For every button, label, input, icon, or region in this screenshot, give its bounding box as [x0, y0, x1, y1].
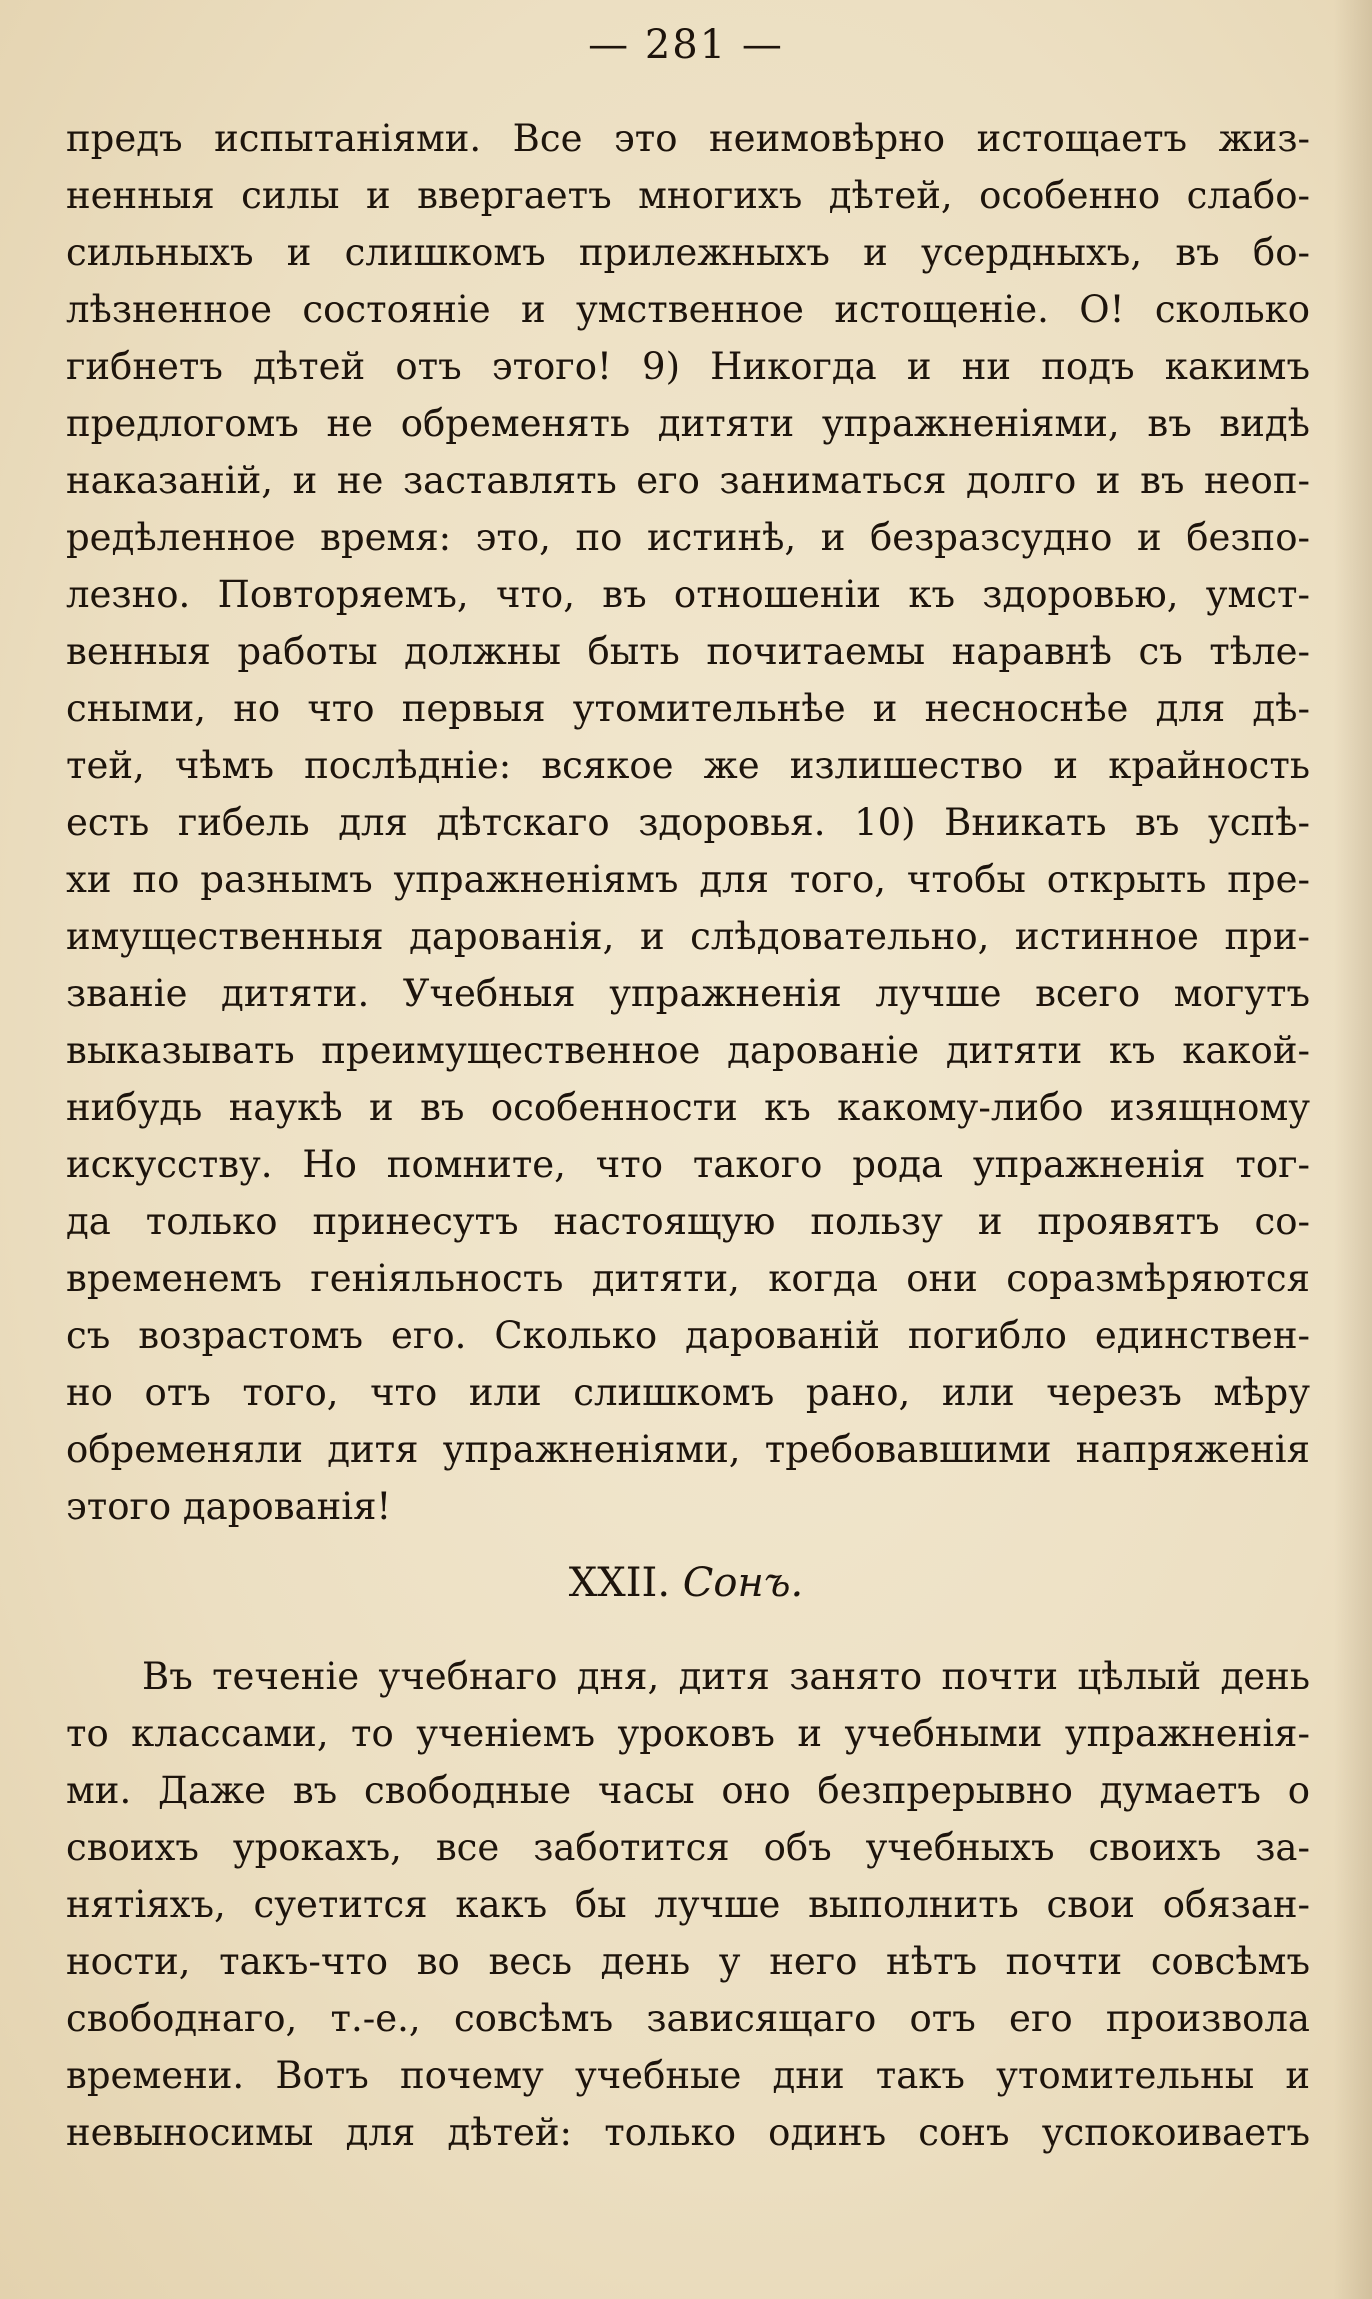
text-line: свободнаго, т.-е., совсѣмъ зависящаго отъ его произвола	[66, 1997, 1310, 2040]
page-edge-shadow	[1334, 0, 1372, 2299]
text-line: хи по разнымъ упражненіямъ для того, чтобы открыть пре-	[66, 858, 1310, 901]
text-line: но отъ того, что или слишкомъ рано, или черезъ мѣру	[66, 1371, 1310, 1414]
text-line: предъ испытаніями. Все это неимовѣрно истощаетъ жиз-	[66, 117, 1310, 160]
text-line: имущественныя дарованія, и слѣдовательно, истинное при-	[66, 915, 1310, 958]
text-line: гибнетъ дѣтей отъ этого! 9) Никогда и ни подъ какимъ	[66, 345, 1310, 388]
text-line: нибудь наукѣ и въ особенности къ какому-либо изящному	[66, 1086, 1310, 1129]
paragraph-1	[66, 110, 1310, 1535]
text-line: венныя работы должны быть почитаемы наравнѣ съ тѣле-	[66, 630, 1310, 673]
text-line: временемъ геніяльность дитяти, когда они соразмѣряются	[66, 1257, 1310, 1300]
text-line: Въ теченіе учебнаго дня, дитя занято почти цѣлый день	[142, 1655, 1310, 1698]
text-line: съ возрастомъ его. Сколько дарованій погибло единствен-	[66, 1314, 1310, 1357]
text-line: званіе дитяти. Учебныя упражненія лучше всего могутъ	[66, 972, 1310, 1015]
section-number: XXII.	[568, 1560, 671, 1606]
section-heading	[0, 1560, 1372, 1606]
text-line: лѣзненное состояніе и умственное истощеніе. О! сколько	[66, 288, 1310, 331]
text-line: ненныя силы и ввергаетъ многихъ дѣтей, особенно слабо-	[66, 174, 1310, 217]
section-title: Сонъ.	[682, 1560, 804, 1606]
text-line: выказывать преимущественное дарованіе дитяти къ какой-	[66, 1029, 1310, 1072]
text-line: нятіяхъ, суетится какъ бы лучше выполнить свои обязан-	[66, 1883, 1310, 1926]
text-line: сильныхъ и слишкомъ прилежныхъ и усердныхъ, въ бо-	[66, 231, 1310, 274]
text-line: времени. Вотъ почему учебные дни такъ утомительны и	[66, 2054, 1310, 2097]
text-line: да только принесутъ настоящую пользу и проявятъ со-	[66, 1200, 1310, 1243]
text-line: невыносимы для дѣтей: только одинъ сонъ успокоиваетъ	[66, 2111, 1310, 2154]
text-line: ми. Даже въ свободные часы оно безпрерывно думаетъ о	[66, 1769, 1310, 1812]
text-line: этого дарованія!	[66, 1485, 392, 1528]
text-line: тей, чѣмъ послѣдніе: всякое же излишество и крайность	[66, 744, 1310, 787]
text-line: своихъ урокахъ, все заботится объ учебныхъ своихъ за-	[66, 1826, 1310, 1869]
text-line: предлогомъ не обременять дитяти упражненіями, въ видѣ	[66, 402, 1310, 445]
text-line: то классами, то ученіемъ уроковъ и учебными упражненія-	[66, 1712, 1310, 1755]
paragraph-2	[66, 1648, 1310, 2161]
text-line: есть гибель для дѣтскаго здоровья. 10) Вникать въ успѣ-	[66, 801, 1310, 844]
text-line: ности, такъ-что во весь день у него нѣтъ почти совсѣмъ	[66, 1940, 1310, 1983]
text-line: сными, но что первыя утомительнѣе и несноснѣе для дѣ-	[66, 687, 1310, 730]
page-number: — 281 —	[588, 22, 784, 68]
text-line: лезно. Повторяемъ, что, въ отношеніи къ здоровью, умст-	[66, 573, 1310, 616]
text-line: редѣленное время: это, по истинѣ, и безразсудно и безпо-	[66, 516, 1310, 559]
text-line: искусству. Но помните, что такого рода упражненія тог-	[66, 1143, 1310, 1186]
text-line: наказаній, и не заставлять его заниматься долго и въ неоп-	[66, 459, 1310, 502]
text-line: обременяли дитя упражненіями, требовавшими напряженія	[66, 1428, 1310, 1471]
